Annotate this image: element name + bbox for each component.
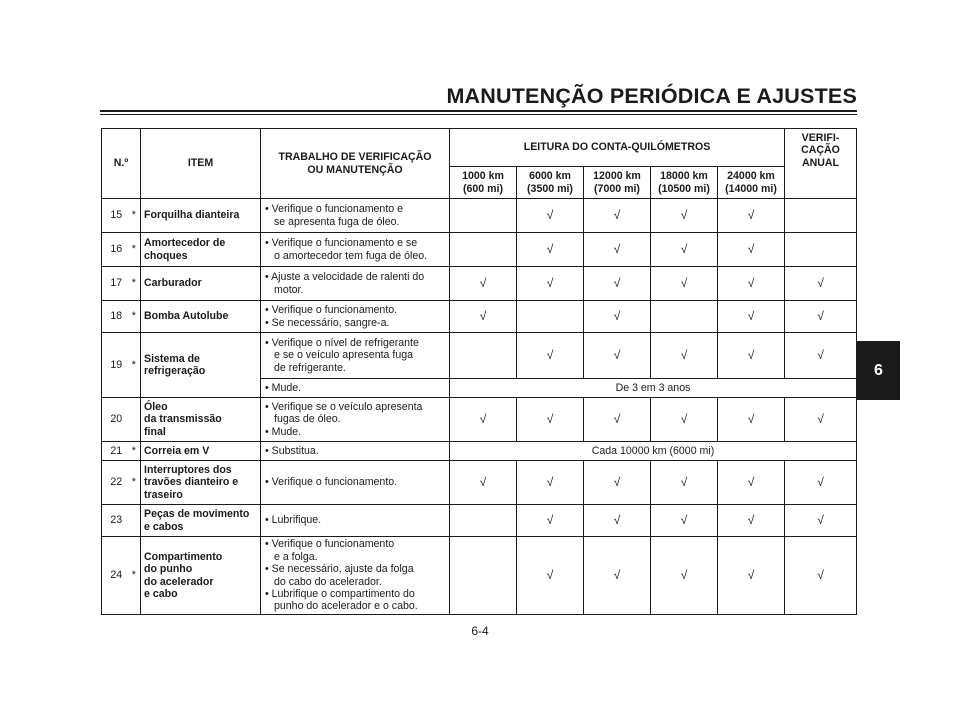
work-line: • Verifique o funcionamento. xyxy=(265,476,398,489)
row-number: 22 xyxy=(102,461,128,505)
row-asterisk: * xyxy=(128,461,141,505)
row-work xyxy=(261,537,450,615)
row-number: 19 xyxy=(102,333,128,398)
work-line: • Se necessário, ajuste da folga xyxy=(265,563,414,576)
header-annual-line: VERIFI- xyxy=(801,132,840,144)
check-mark: √ xyxy=(517,398,584,442)
work-line: punho do acelerador e o cabo. xyxy=(274,600,418,613)
work-line: motor. xyxy=(274,283,304,296)
item-name-line: refrigeração xyxy=(144,365,206,377)
row-asterisk xyxy=(128,505,141,537)
row-asterisk: * xyxy=(128,301,141,333)
item-name-line: travões dianteiro e xyxy=(144,476,239,489)
table-row xyxy=(102,301,857,333)
check-mark: √ xyxy=(584,461,651,505)
item-name-line: da transmissão xyxy=(144,413,222,426)
work-line: o amortecedor tem fuga de óleo. xyxy=(274,249,428,262)
maintenance-table xyxy=(101,128,857,615)
item-name-line: Amortecedor de xyxy=(144,237,226,250)
title-rule xyxy=(100,110,857,115)
page-number: 6-4 xyxy=(471,624,489,638)
table-row xyxy=(102,461,857,505)
item-name-line: e cabos xyxy=(144,520,184,533)
item-name-line: traseiro xyxy=(144,488,183,501)
check-mark: √ xyxy=(785,301,857,333)
check-mark: √ xyxy=(718,199,785,233)
check-mark: √ xyxy=(651,461,718,505)
row-item xyxy=(141,537,261,615)
table-row xyxy=(102,233,857,267)
row-item xyxy=(141,233,261,267)
row-item xyxy=(141,333,261,398)
check-mark xyxy=(785,233,857,267)
work-line: • Lubrifique. xyxy=(265,514,322,527)
interval-span: De 3 em 3 anos xyxy=(450,379,857,398)
check-mark xyxy=(450,505,517,537)
check-mark: √ xyxy=(450,398,517,442)
check-mark xyxy=(450,333,517,379)
check-mark: √ xyxy=(651,398,718,442)
check-mark: √ xyxy=(785,398,857,442)
check-mark: √ xyxy=(651,199,718,233)
row-item xyxy=(141,442,261,461)
item-name-line: do acelerador xyxy=(144,575,214,588)
row-asterisk: * xyxy=(128,333,141,398)
row-number: 18 xyxy=(102,301,128,333)
check-mark xyxy=(450,537,517,615)
header-interval xyxy=(718,167,785,199)
row-asterisk: * xyxy=(128,199,141,233)
check-mark: √ xyxy=(450,301,517,333)
header-work xyxy=(261,129,450,199)
work-line: • Se necessário, sangre-a. xyxy=(265,316,390,329)
table-row xyxy=(102,398,857,442)
row-work xyxy=(261,333,450,379)
item-name-line: Compartimento xyxy=(144,550,223,563)
row-number: 21 xyxy=(102,442,128,461)
row-work xyxy=(261,379,450,398)
item-name-line: Interruptores dos xyxy=(144,463,232,476)
table-row xyxy=(102,442,857,461)
row-asterisk: * xyxy=(128,537,141,615)
item-name-line: final xyxy=(144,425,166,438)
check-mark xyxy=(517,301,584,333)
check-mark: √ xyxy=(584,301,651,333)
row-item xyxy=(141,505,261,537)
header-work-line: TRABALHO DE VERIFICAÇÃO xyxy=(278,151,432,164)
work-line: • Verifique o funcionamento e se xyxy=(265,237,418,250)
header-interval xyxy=(584,167,651,199)
check-mark: √ xyxy=(584,537,651,615)
check-mark: √ xyxy=(584,398,651,442)
check-mark: √ xyxy=(517,505,584,537)
interval-mi: (10500 mi) xyxy=(658,182,710,195)
check-mark: √ xyxy=(584,505,651,537)
row-number: 23 xyxy=(102,505,128,537)
work-line: • Mude. xyxy=(265,381,302,394)
work-line: de refrigerante. xyxy=(274,361,346,374)
work-line: fugas de óleo. xyxy=(274,413,341,426)
item-name-line: Óleo xyxy=(144,400,168,413)
row-asterisk: * xyxy=(128,267,141,301)
work-line: • Verifique o funcionamento. xyxy=(265,304,398,317)
interval-km: 1000 km xyxy=(462,170,504,183)
check-mark xyxy=(450,199,517,233)
check-mark: √ xyxy=(718,333,785,379)
check-mark: √ xyxy=(718,461,785,505)
header-interval xyxy=(651,167,718,199)
check-mark: √ xyxy=(785,267,857,301)
table-row xyxy=(102,505,857,537)
work-line: • Lubrifique o compartimento do xyxy=(265,587,415,600)
row-item xyxy=(141,461,261,505)
header-annual-check xyxy=(785,129,857,199)
check-mark: √ xyxy=(651,233,718,267)
check-mark: √ xyxy=(718,233,785,267)
row-work xyxy=(261,199,450,233)
work-line: do cabo do acelerador. xyxy=(274,575,382,588)
row-number: 15 xyxy=(102,199,128,233)
row-work xyxy=(261,233,450,267)
row-item xyxy=(141,301,261,333)
item-name-line: e cabo xyxy=(144,587,178,600)
work-line: e a folga. xyxy=(274,550,318,563)
header-annual-line: ANUAL xyxy=(801,156,840,169)
check-mark: √ xyxy=(517,333,584,379)
header-work-line: OU MANUTENÇÃO xyxy=(307,163,403,176)
work-line: • Verifique o funcionamento xyxy=(265,538,395,551)
row-work xyxy=(261,442,450,461)
row-item xyxy=(141,267,261,301)
table-row xyxy=(102,537,857,615)
check-mark: √ xyxy=(450,267,517,301)
interval-km: 18000 km xyxy=(660,170,708,183)
row-asterisk xyxy=(128,398,141,442)
check-mark xyxy=(785,199,857,233)
work-line: • Mude. xyxy=(265,425,302,438)
work-line: se apresenta fuga de óleo. xyxy=(274,215,400,228)
row-number: 17 xyxy=(102,267,128,301)
interval-mi: (7000 mi) xyxy=(594,182,640,195)
row-item xyxy=(141,199,261,233)
work-line: e se o veículo apresenta fuga xyxy=(274,349,413,362)
check-mark: √ xyxy=(785,333,857,379)
check-mark: √ xyxy=(517,233,584,267)
table-row xyxy=(102,267,857,301)
row-asterisk: * xyxy=(128,233,141,267)
interval-mi: (3500 mi) xyxy=(527,182,573,195)
check-mark: √ xyxy=(584,199,651,233)
work-line: • Ajuste a velocidade de ralenti do xyxy=(265,271,425,284)
header-annual-line: CAÇÃO xyxy=(801,144,840,157)
work-line: • Verifique o funcionamento e xyxy=(265,203,403,216)
check-mark xyxy=(651,301,718,333)
check-mark: √ xyxy=(718,301,785,333)
row-work xyxy=(261,461,450,505)
check-mark: √ xyxy=(517,537,584,615)
item-name-line: Sistema de xyxy=(144,352,200,365)
header-number: N.º xyxy=(102,129,141,199)
item-name-line: Correia em V xyxy=(144,444,210,457)
interval-km: 24000 km xyxy=(727,170,775,183)
header-item: ITEM xyxy=(141,129,261,199)
row-asterisk: * xyxy=(128,442,141,461)
page-title: MANUTENÇÃO PERIÓDICA E AJUSTES xyxy=(446,84,857,108)
work-line: • Substitua. xyxy=(265,444,319,457)
work-line: • Verifique o nível de refrigerante xyxy=(265,336,419,349)
check-mark: √ xyxy=(517,267,584,301)
check-mark: √ xyxy=(785,461,857,505)
item-name-line: do punho xyxy=(144,563,193,576)
check-mark: √ xyxy=(584,333,651,379)
check-mark: √ xyxy=(718,537,785,615)
check-mark: √ xyxy=(517,461,584,505)
row-number: 20 xyxy=(102,398,128,442)
check-mark: √ xyxy=(718,398,785,442)
header-interval xyxy=(450,167,517,199)
interval-km: 6000 km xyxy=(529,170,571,183)
interval-mi: (600 mi) xyxy=(462,182,504,195)
check-mark: √ xyxy=(785,537,857,615)
check-mark: √ xyxy=(651,333,718,379)
row-number: 16 xyxy=(102,233,128,267)
row-work xyxy=(261,505,450,537)
check-mark: √ xyxy=(718,267,785,301)
item-name-line: Carburador xyxy=(144,277,202,290)
table-row xyxy=(102,199,857,233)
table-row xyxy=(102,333,857,379)
item-name-line: choques xyxy=(144,249,188,262)
check-mark: √ xyxy=(785,505,857,537)
interval-mi: (14000 mi) xyxy=(725,182,777,195)
check-mark: √ xyxy=(718,505,785,537)
interval-km: 12000 km xyxy=(593,170,641,183)
check-mark: √ xyxy=(651,267,718,301)
check-mark xyxy=(450,233,517,267)
work-line: • Verifique se o veículo apresenta xyxy=(265,400,423,413)
row-work xyxy=(261,301,450,333)
check-mark: √ xyxy=(584,267,651,301)
row-number: 24 xyxy=(102,537,128,615)
row-item xyxy=(141,398,261,442)
chapter-tab: 6 xyxy=(857,341,900,400)
item-name-line: Peças de movimento xyxy=(144,508,250,521)
row-work xyxy=(261,267,450,301)
check-mark: √ xyxy=(651,505,718,537)
item-name-line: Bomba Autolube xyxy=(144,310,229,323)
check-mark: √ xyxy=(651,537,718,615)
check-mark: √ xyxy=(584,233,651,267)
header-interval xyxy=(517,167,584,199)
header-odometer: LEITURA DO CONTA-QUILÓMETROS xyxy=(450,129,785,167)
check-mark: √ xyxy=(517,199,584,233)
row-work xyxy=(261,398,450,442)
item-name-line: Forquilha dianteira xyxy=(144,209,240,222)
check-mark: √ xyxy=(450,461,517,505)
interval-span: Cada 10000 km (6000 mi) xyxy=(450,442,857,461)
